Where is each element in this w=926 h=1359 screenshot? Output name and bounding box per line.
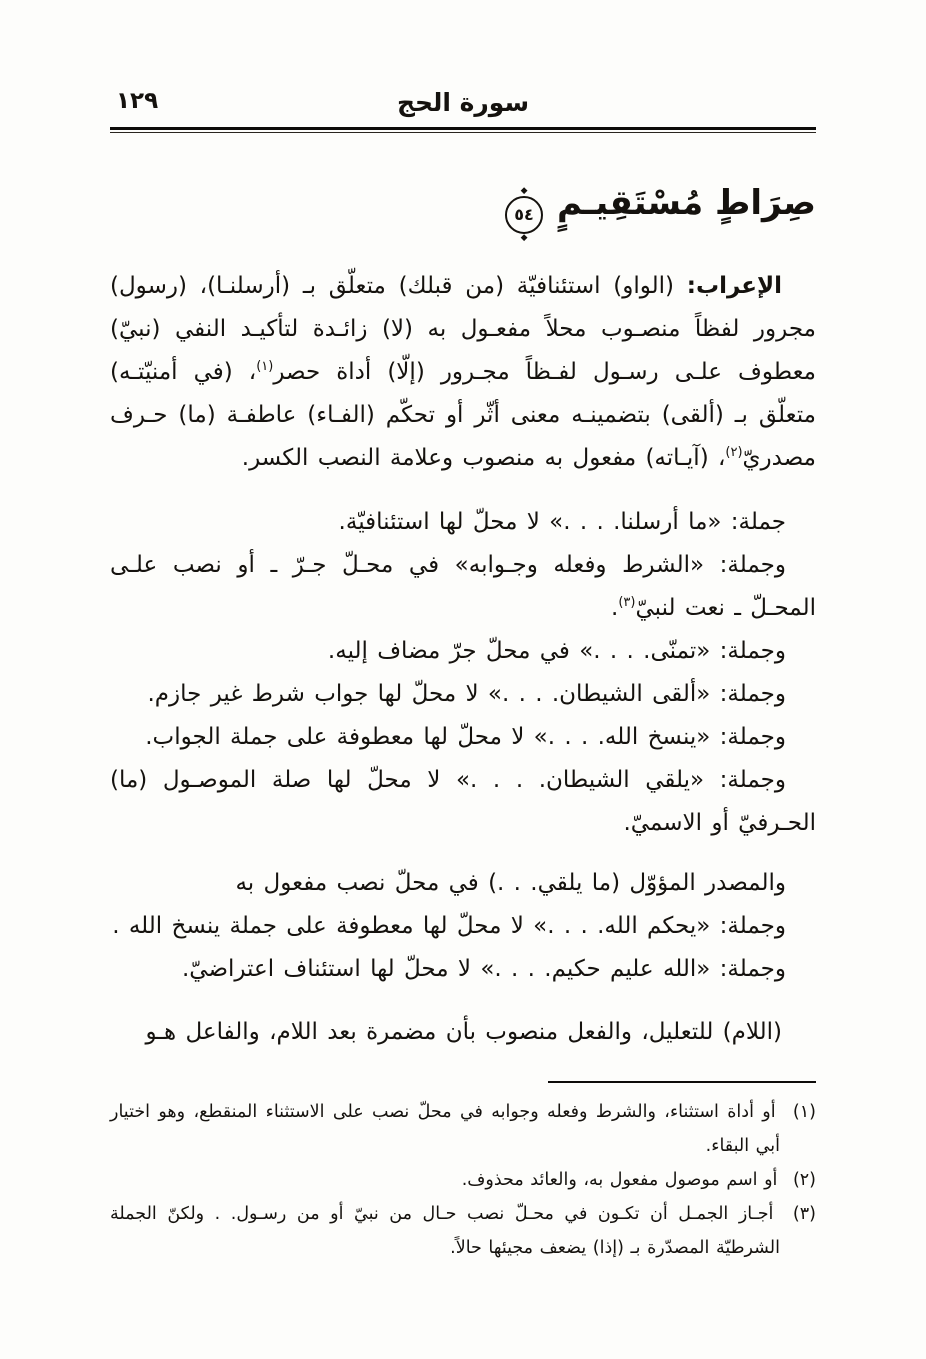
ayah-number: ٥٤	[514, 205, 534, 224]
footnote-ref-2: (٢)	[725, 445, 743, 460]
footnote-marker: (٢)	[792, 1170, 816, 1190]
footnote-text: أجـاز الجمـل أن تكـون في محـلّ نصب حـال من نبيّ أو من رسـول. . ولكنّ الجملة الشرطيّة المصدّرة بـ (إذا) يضعف مجيئها حالاً.	[110, 1204, 780, 1258]
page-header	[110, 88, 816, 122]
footnote-item	[110, 1163, 816, 1197]
sentence-item: جملة: «ما أرسلنا. . . .» لا محلّ لها استئنافيّة.	[338, 509, 786, 535]
ayah-number-ornament	[505, 186, 543, 243]
footnotes-section	[110, 1095, 816, 1265]
footnote-text: أو اسم موصول مفعول به، والعائد محذوف.	[461, 1170, 778, 1190]
sentence-tail: .	[611, 595, 619, 621]
sentence-item: وجملة: «يلقي الشيطان. . . .» لا محلّ لها صلة الموصـول (ما) الحـرفيّ أو الاسميّ.	[110, 767, 816, 836]
irab-text-part2: ، (في أمنيّتـه) متعلّق بـ (ألقى) بتضمينـه معنى أثّر أو تحكّم (الفـاء) عاطفـة (ما) حـرف مصدريّ	[110, 359, 816, 471]
footnote-item	[110, 1197, 816, 1265]
surah-title: سورة الحج	[396, 88, 530, 117]
sentence-item	[110, 544, 816, 630]
sentence-item: وجملة: «تمنّى. . . .» في محلّ جرّ مضاف إليه.	[327, 638, 786, 664]
quran-verse-line	[110, 171, 816, 243]
irab-section-label: الإعراب:	[686, 273, 782, 299]
irab-paragraph	[110, 265, 816, 480]
irab-text-part1: (الواو) استئنافيّة (من قبلك) متعلّق بـ (أرسلنـا)، (رسول) مجرور لفظاً منصـوب محلاً مفعـول به (لا) زائـدة لتأكيـد النفي (نبيّ) معطوف علـى رسـول لفـظاً مجـرور (إلّا) أداة حصر	[110, 273, 816, 385]
footnote-divider-rule	[548, 1081, 816, 1083]
sentence-text: وجملة: «الشرط وفعله وجـوابه» في محـلّ جـرّ ـ أو نصب علـى المحـلّ ـ نعت لنبيّ	[110, 552, 816, 621]
footnote-marker: (٣)	[792, 1204, 816, 1224]
footnote-ref-1: (١)	[256, 359, 274, 374]
sentence-item: وجملة: «الله عليم حكيم. . . .» لا محلّ لها استئناف اعتراضيّ.	[181, 956, 786, 982]
footnote-item	[110, 1095, 816, 1163]
footnote-marker: (١)	[792, 1102, 816, 1122]
sentence-item: وجملة: «ينسخ الله. . . .» لا محلّ لها معطوفة على جملة الجواب.	[145, 724, 786, 750]
irab-text-part3: ، (آيـاته) مفعول به منصوب وعلامة النصب الكسر.	[241, 445, 726, 471]
page-number: ١٢٩	[116, 88, 159, 114]
sentence-item: وجملة: «يحكم الله. . . .» لا محلّ لها معطوفة على جملة ينسخ الله .	[112, 913, 786, 939]
sentence-analysis-list	[110, 501, 816, 991]
closing-paragraph: (اللام) للتعليل، والفعل منصوب بأن مضمرة بعد اللام، والفاعل هـو	[145, 1019, 782, 1045]
quran-verse-text: صِرَاطٍ مُسْتَقِيـمٍ	[557, 183, 816, 223]
sentence-item: وجملة: «ألقى الشيطان. . . .» لا محلّ لها جواب شرط غير جازم.	[147, 681, 786, 707]
diamond-ornament-icon: ◆	[520, 186, 528, 196]
diamond-ornament-icon: ◆	[520, 233, 528, 243]
sentence-item: والمصدر المؤوّل (ما يلقي. . .) في محلّ نصب مفعول به	[235, 870, 786, 896]
footnote-text: أو أداة استثناء، والشرط وفعله وجوابه في محلّ نصب على الاستثناء المنقطع، وهو اختيار أبي البقاء.	[110, 1102, 780, 1156]
header-divider-rule	[110, 127, 816, 133]
footnote-ref-3: (٣)	[618, 595, 636, 610]
